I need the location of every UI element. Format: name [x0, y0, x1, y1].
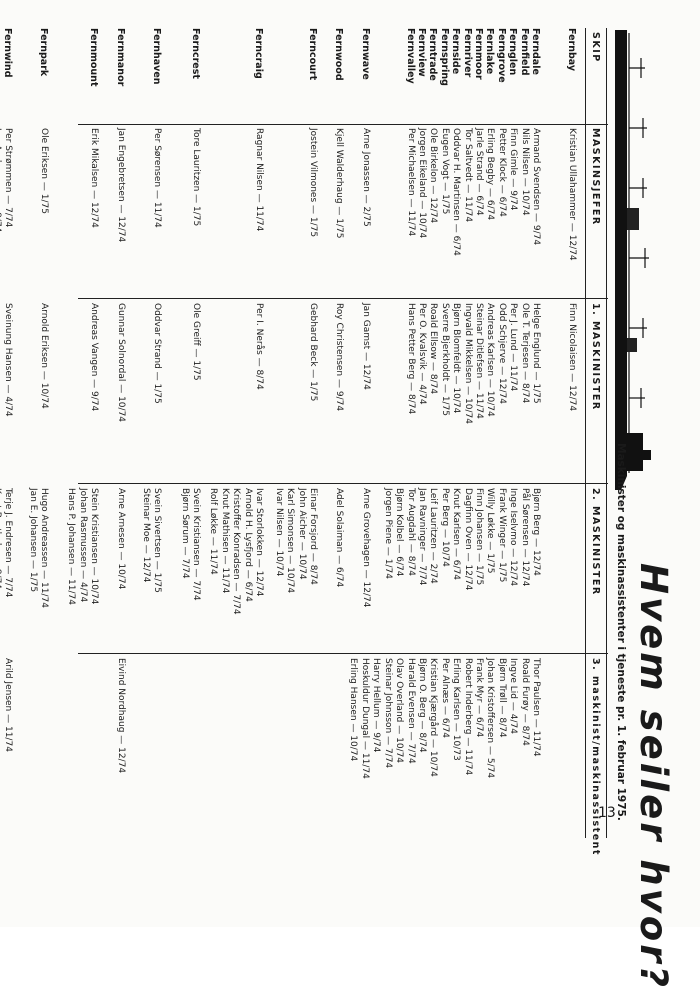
crew-entry: Harald Evensen — 7/74 — [405, 658, 416, 764]
second-names — [360, 488, 371, 607]
crew-entry: Tor Saltvedt — 11/74 — [462, 128, 473, 223]
crew-entry: Bjørn O. Berg — 8/74 — [416, 658, 427, 753]
crew-entry: Hugo Andreassen — 11/74 — [39, 488, 49, 608]
first-names — [151, 303, 162, 404]
crew-entry: Jarle Strand — 6/74 — [473, 128, 484, 216]
ship-name: Fernmanor — [115, 28, 126, 87]
crew-entry: Svein Kristiansen — 7/74 — [191, 488, 201, 601]
first-names — [38, 303, 49, 409]
crew-entry: Jorgen Piene — 1/74 — [382, 488, 393, 579]
first-names — [115, 303, 126, 422]
crew-entry: Gunnar Solnordal — 10/74 — [116, 303, 126, 423]
first-names — [566, 303, 577, 411]
crew-entry: Ole Greiff — 1/75 — [191, 303, 201, 381]
crew-entry: Ole T. Terjesen — 8/74 — [519, 303, 530, 404]
crew-entry: Finn Gimle — 9/74 — [508, 128, 519, 211]
crew-entry: Frank Winger — 1/75 — [496, 488, 507, 583]
crew-entry: Leif Lauritzen — 2/74 — [428, 488, 439, 584]
crew-entry: Inge Iselvmo — 12/74 — [508, 488, 519, 587]
crew-entry: Bjørn Blomfeldt — 10/74 — [451, 303, 462, 414]
crew-entry: Per I. Nerås — 8/74 — [254, 303, 264, 390]
chief-names — [253, 128, 264, 231]
second-names — [178, 488, 201, 601]
crew-entry: Kristian Ullahammer — 12/74 — [567, 128, 577, 261]
ship-name: Fernmoor — [472, 28, 484, 80]
crew-entry: Jan Gamst — 12/74 — [361, 303, 371, 390]
ship-names — [307, 28, 318, 80]
crew-entry: Jan E. Johansen — 1/75 — [27, 488, 38, 593]
crew-entry: Erling Hansen — 10/74 — [348, 658, 359, 762]
crew-entry: Finn Johansen — 1/75 — [473, 488, 484, 586]
third-names — [2, 658, 13, 752]
crew-entry: Eivind Nordhaug — 12/74 — [116, 658, 126, 774]
crew-entry: Andreas Karlsen — 10/74 — [485, 303, 496, 417]
crew-entry: Pål Sørensen — 12/74 — [519, 488, 530, 587]
chief-names — [566, 128, 577, 261]
crew-entry: Per Berg — 10/74 — [439, 488, 450, 567]
second-names — [333, 488, 344, 587]
crew-entry: Petter Klock — 6/74 — [496, 128, 507, 217]
crew-entry: Johan Kristoffersen — 5/74 — [485, 658, 496, 779]
crew-entry: Ole Eriksen — 1/75 — [39, 128, 49, 214]
crew-entry: Arne Jonassen — 2/75 — [361, 128, 371, 227]
ship-name: Ferncrest — [190, 28, 201, 79]
ship-name: Fernwood — [333, 28, 344, 81]
crew-entry: Rolf Løkke — 11/74 — [208, 488, 219, 575]
chief-names — [0, 128, 13, 232]
ship-name: Ferntrade — [427, 28, 439, 81]
crew-entry: Hoskuldur Dungal — 11/74 — [359, 658, 370, 779]
crew-entry: Terje J. Endresen — 7/74 — [3, 488, 13, 598]
ship-name: Fernwind — [2, 28, 13, 78]
ship-name: Fernfield — [518, 28, 530, 76]
header-chief: MASKINSJEFER — [590, 128, 601, 226]
crew-entry: Ingve Lid — 4/74 — [508, 658, 519, 734]
chief-names — [307, 128, 318, 237]
crew-entry: Stein Kristiansen — 10/74 — [89, 488, 99, 605]
chief-names — [88, 128, 99, 228]
crew-entry: Jorgen Eikeland — 10/74 — [416, 128, 427, 239]
first-names — [253, 303, 264, 390]
ship-names — [360, 28, 371, 80]
first-names — [404, 303, 541, 424]
second-names — [26, 488, 49, 608]
crew-entry: Arild Jensen — 11/74 — [3, 658, 13, 752]
column-divider — [78, 653, 608, 654]
chief-names — [333, 128, 344, 239]
crew-entry: Kristoffer Konradsen — 7/74 — [231, 488, 242, 615]
crew-entry: Erik Mikalsen — 12/74 — [89, 128, 99, 228]
crew-entry: Karl Simonsen — 10/74 — [285, 488, 296, 594]
crew-entry: Arnold H. Lysfjord — 6/74 — [242, 488, 253, 602]
crew-entry: Arnold Eriksen — 10/74 — [39, 303, 49, 409]
crew-entry: Steinar Moe — 12/74 — [140, 488, 151, 583]
header-top-rule — [606, 28, 607, 838]
crew-entry: Tor Augdahl — 8/74 — [405, 488, 416, 576]
crew-entry: Ivar Storlokken — 12/74 — [254, 488, 264, 597]
crew-entry: Erling Karlsen — 10/73 — [451, 658, 462, 761]
header-ship: SKIP — [590, 32, 601, 63]
first-names — [307, 303, 318, 401]
chief-names — [404, 128, 541, 256]
page-title: Hvem seiler hvor? — [632, 563, 675, 990]
ship-name: Fernglen — [507, 28, 519, 76]
crew-entry: Thor Paulsen — 11/74 — [531, 658, 541, 757]
ship-name: Ferndale — [530, 28, 541, 75]
crew-entry: Adel Solaiman — 6/74 — [334, 488, 344, 588]
crew-entry: Olav Overland — 10/74 — [394, 658, 405, 764]
crew-entry: Per Alnæs — 6/74 — [439, 658, 450, 739]
crew-entry: Jostein Vilmones — 1/75 — [308, 128, 318, 238]
crew-entry — [0, 488, 2, 598]
ship-names — [253, 28, 264, 79]
crew-entry: Johan Rasmussen — 4/74 — [77, 488, 88, 603]
crew-entry: John Aicher — 10/74 — [296, 488, 307, 580]
chief-names — [38, 128, 49, 214]
second-names — [207, 488, 264, 615]
ship-name: Ferncourt — [307, 28, 318, 81]
column-divider — [78, 483, 608, 484]
crew-entry: Harry Hellum — 9/74 — [371, 658, 382, 753]
chief-names — [360, 128, 371, 227]
header-third: 3. maskinist/maskinassistent — [590, 658, 601, 856]
crew-entry: Kjell Walderhaug — 1/75 — [334, 128, 344, 239]
crew-entry: Oddvar H. Martinsen — 6/74 — [451, 128, 462, 256]
crew-entry: Ragnar Nilsen — 11/74 — [254, 128, 264, 232]
crew-entry: Eugen Vogt — 1/75 — [439, 128, 450, 215]
header-first: 1. MASKINISTER — [590, 303, 601, 411]
crew-entry: Steinar Ditlefsen — 11/74 — [473, 303, 484, 419]
ship-name: Ferncraig — [253, 28, 264, 79]
crew-entry: Kristian Kjærgård — 10/74 — [428, 658, 439, 777]
chief-names — [151, 128, 162, 228]
crew-entry: Hans Petter Berg — 8/74 — [405, 303, 416, 415]
ship-name: Fernbay — [566, 28, 577, 72]
first-names — [190, 303, 201, 381]
crew-entry: Roy Christensen — 9/74 — [334, 303, 344, 412]
crew-entry: Willy Løkke — 1/75 — [485, 488, 496, 574]
crew-entry: Erling Begby — 6/74 — [485, 128, 496, 221]
ship-names — [38, 28, 49, 76]
crew-entry: Per Sørensen — 11/74 — [152, 128, 162, 228]
crew-entry: Nils Nilsen — 10/74 — [519, 128, 530, 216]
second-names — [272, 488, 318, 593]
crew-entry: Sverre Bjerkholdt — 1/75 — [439, 303, 450, 417]
ship-names — [333, 28, 344, 81]
crew-entry: Tore Lauritzen — 1/75 — [191, 128, 201, 227]
crew-entry: Ole Birkelon — 12/74 — [428, 128, 439, 224]
crew-entry: Armand Svendsen — 9/74 — [531, 128, 541, 246]
crew-entry: Svein Sivertsen — 1/75 — [152, 488, 162, 593]
crew-entry: Bjørn Sørum — 7/74 — [179, 488, 190, 579]
ship-illustration — [587, 28, 657, 493]
crew-entry: Steinar Johnsson — 7/74 — [382, 658, 393, 769]
crew-entry — [0, 128, 2, 232]
ship-name: Fernpark — [38, 28, 49, 77]
crew-entry: Arne Arnesen — 10/74 — [116, 488, 126, 590]
first-names — [88, 303, 99, 411]
ship-names — [151, 28, 162, 85]
crew-entry: Robert Inderberg — 11/74 — [462, 658, 473, 776]
crew-entry: Hans P. Johansen — 11/74 — [66, 488, 77, 605]
first-names — [2, 303, 13, 417]
crew-entry: Odd Schjerve — 12/74 — [496, 303, 507, 404]
crew-entry: Ivar Nilsen — 10/74 — [273, 488, 284, 577]
ship-names — [190, 28, 201, 79]
crew-entry: Andreas Vangen — 9/74 — [89, 303, 99, 412]
crew-entry: Gebhard Beck — 1/75 — [308, 303, 318, 402]
ship-name: Fernwave — [360, 28, 371, 80]
first-names — [333, 303, 344, 411]
column-divider — [78, 298, 608, 299]
page-subtitle: Maskinister og maskinassistenter i tjeneste pr. 1. februar 1975. — [615, 443, 627, 821]
crew-entry: Finn Nicolaisen — 12/74 — [567, 303, 577, 412]
second-names — [0, 488, 13, 598]
ship-name: Fernvalley — [404, 28, 416, 84]
crew-entry: Dagfinn Oven — 12/74 — [462, 488, 473, 591]
ship-name: Fernlake — [484, 28, 496, 75]
crew-entry: Bjørn Berg — 12/74 — [531, 488, 541, 576]
second-names — [381, 488, 541, 590]
crew-entry: Roald Ellsow — 8/74 — [428, 303, 439, 395]
second-names — [115, 488, 126, 589]
second-names — [139, 488, 162, 593]
rotated-content — [2, 28, 675, 990]
ship-names — [88, 28, 99, 87]
crew-entry: Arne Grovehagen — 12/74 — [361, 488, 371, 608]
ship-name: Fernmount — [88, 28, 99, 87]
crew-entry: Per Michaelsen — 11/74 — [405, 128, 416, 237]
ship-names — [115, 28, 126, 86]
ship-name: Fernspring — [438, 28, 450, 86]
crew-entry: Frank Myr — 6/74 — [473, 658, 484, 738]
crew-entry: Per Strømmen — 7/74 — [3, 128, 13, 228]
third-names — [347, 658, 541, 779]
second-names — [65, 488, 99, 605]
crew-entry: Einar Forsjord — 8/74 — [308, 488, 318, 585]
chief-names — [115, 128, 126, 242]
crew-entry: Roald Furøy — 8/74 — [519, 658, 530, 746]
crew-entry: Knut Mathisen — 11/74 — [219, 488, 230, 594]
crew-entry: Helge Englund — 1/75 — [531, 303, 541, 404]
ship-name: Ferngrove — [495, 28, 507, 83]
ship-names — [404, 28, 541, 86]
crew-entry: Oddvar Strand — 1/75 — [152, 303, 162, 404]
crew-entry: Jan Ravninger — 7/74 — [416, 488, 427, 586]
crew-entry: Bjørn Kolbel — 6/74 — [394, 488, 405, 577]
chief-names — [190, 128, 201, 226]
ship-name: Fernview — [415, 28, 427, 77]
column-divider — [78, 124, 608, 125]
crew-entry: Per O. Kvalsvik — 4/74 — [416, 303, 427, 405]
third-names — [115, 658, 126, 773]
header-second: 2. MASKINISTER — [590, 488, 601, 596]
ship-names — [2, 28, 13, 78]
crew-entry: Per J. Lund — 11/74 — [508, 303, 519, 392]
crew-entry: Bjørn Trøll — 8/74 — [496, 658, 507, 738]
header-bottom-rule — [585, 28, 586, 838]
crew-entry: Ingvald Mikkelsen — 10/74 — [462, 303, 473, 424]
ship-name: Fernriver — [461, 28, 473, 78]
ship-name: Fernside — [450, 28, 462, 75]
crew-entry: Knut Karlsen — 6/74 — [451, 488, 462, 581]
crew-entry: Jan Engebretsen — 12/74 — [116, 128, 126, 243]
first-names — [360, 303, 371, 390]
crew-entry: Sveinung Hansen — 4/74 — [3, 303, 13, 417]
ship-names — [566, 28, 577, 71]
ship-name: Fernhaven — [151, 28, 162, 85]
page-number: 13 — [598, 805, 616, 821]
